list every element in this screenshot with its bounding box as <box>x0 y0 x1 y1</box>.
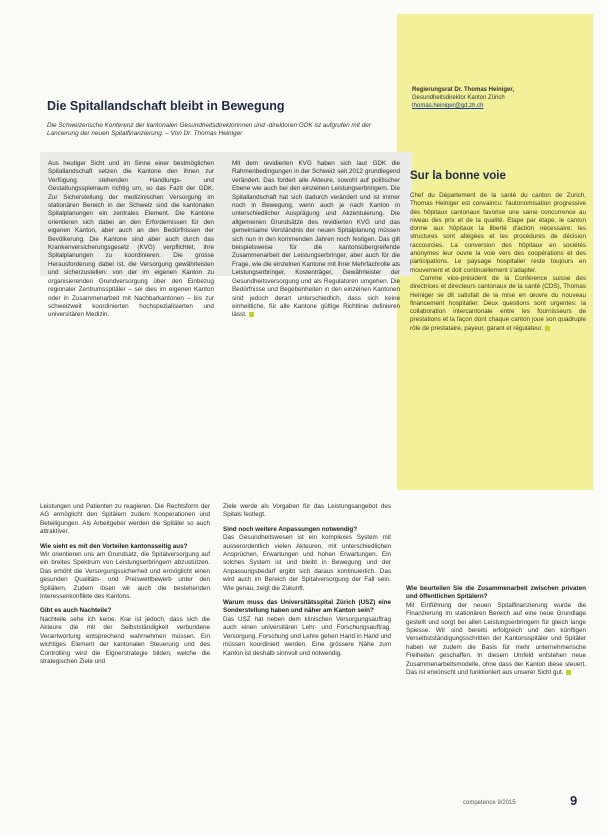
author-role: Gesundheitsdirektor Kanton Zürich <box>412 95 505 101</box>
col4-text: Ziele werde als Vorgaben für das Leistungsangebot des Spitals festlegt. <box>223 503 391 519</box>
author-name: Regierungsrat Dr. Thomas Heiniger, <box>412 87 515 93</box>
article-title: Die Spitallandschaft bleibt in Bewegung <box>47 99 285 113</box>
author-box <box>412 86 582 110</box>
article-col-2 <box>232 160 400 320</box>
col3-text: Leistungen und Patienten zu reagieren. Die Rechtsform der AG ermöglicht den Spitälern zudem Kooperationen und Beteiligungen. Als Arbeitgeber werden die Spitäler so auch attraktiver. <box>40 503 210 536</box>
article-lead: Die Schweizerische Konferenz der kantonalen Gesundheitsdirektorinnen und -direktoren GDK ist aufgrufen mit der Lancierung der neuen Spitalfinanzierung. – Von Dr. Thomas Heiniger <box>47 122 371 138</box>
col3-question: Wie sieht es mit den Vorteilen kantonsseitig aus? <box>40 542 188 550</box>
author-email[interactable]: thomas.heiniger@gd.zh.ch <box>412 103 484 109</box>
end-mark-icon <box>249 312 254 317</box>
article-col-5 <box>406 585 586 677</box>
col3-text: Wir orientieren uns am Grundsatz, die Spitalversorgung auf ein breites Spektrum von Leistungserbringern abzustützen. Das erhöht die Versorgungssicherheit und ermöglicht einen gesunden Qualitäts- und Preiswettbewerb unter den Spitälern. Zudem lösen wir auch die bestehenden Interessenkonflikte des Kantons. <box>40 551 210 601</box>
footer-magazine: competence 9/2015 <box>463 800 516 806</box>
col2-text: Mit dem revidierten KVG haben sich laut GDK die Rahmenbedingungen in der Schweiz seit 2012 grundlegend verändert. Das fordert alle Akteure, sowohl auf politischer Ebene wie auch bei den einzelnen Leistungserbringern. Die Spitallandschaft hat sich dadurch verändert und ist immer noch in Bewegung, wenn auch je nach Kanton in unterschiedlicher Ausprägung und Akzentuierung. Die allgemeinen Grundsätze des revidierten KVG und das gemeinsame Verständnis der neuen Spitalplanung müssen sich nun in den kommenden Jahren noch festigen. Das gilt beispielsweise für die kantonsübergreifende Zusammenarbeit der Leistungserbringer, aber auch für die Frage, wie die einzelnen Kantone mit ihrer Mehrfachrolle als Leistungserbringer, Kostenträger, Gewährleister der Gesundheitsversorgung und als Regulatoren umgehen. Die Bedürfnisse und Begebenheiten in den einzelnen Kantonen sind jedoch derart unterschiedlich, dass sich keine einheitliche, für alle Kantone gültige Richtlinie definieren lässt. <box>232 160 400 319</box>
end-mark-icon <box>545 326 550 331</box>
sidebar-paragraph: Comme vice-président de la Conférence suisse des directrices et directeurs cantonaux de la santé (CDS), Thomas Heiniger se dit satisfait de la mise en œuvre du nouveau financement hospitalier. Deux questions sont urgentes: la collaboration intercantonale entre les fournisseurs de prestations et la façon dont chaque canton joue son quadruple rôle de prestataire, payeur, garant et régulateur. <box>410 274 586 332</box>
sidebar-text <box>410 192 586 333</box>
col4-text: Das USZ hat neben dem klinischen Versorgungsauftrag auch einen universitären Lehr- und Forschungsauftrag. Versorgung, Forschung und Lehre gehen Hand in Hand und müssen koordiniert werden. Eine grössere Nähe zum Kanton ist deshalb sinnvoll und notwendig. <box>223 615 391 657</box>
col4-question: Sind noch weitere Anpassungen notwendig? <box>223 525 358 533</box>
page-number: 9 <box>570 793 578 808</box>
end-mark-icon <box>566 670 571 675</box>
col4-question: Warum muss das Universitätsspital Zürich (USZ) eine Sonderstellung haben und näher am Kanton sein? <box>223 599 391 615</box>
col3-text: Nachteile sehe ich keine. Klar ist jedoch, dass sich die Akteure die mit der Selbstständigkeit verbundene Verantwortung entsprechend wahrnehmen müssen. Ein wichtiges Element der kantonalen Steuerung und des Controlling wird die Eignerstrategie bilden, welche die strategischen Ziele und <box>40 615 210 665</box>
col5-text: Mit Einführung der neuen Spitalfinanzierung wurde die Finanzierung im stationären Bereich auf eine neue Grundlage gestellt und sorgt bei allen Leistungserbringern für gleich lange Spiesse. Wir sind bereits erfolgreich und den künftigen Verselbstständigungsschritten der Kantonsspitäler und Spitäler haben wir zudem die Basis für mehr unternehmerische Freiheiten geschaffen. In diesem Umfeld entstehen neue Zusammenarbeitsmodelle, ohne dass der Kanton diese steuert. Das ist erwünscht und funktioniert aus unserer Sicht gut. <box>406 601 586 677</box>
sidebar-title: Sur la bonne voie <box>410 170 506 182</box>
col4-text: Das Gesundheitswesen ist ein komplexes System mit ausserordentlich vielen Akteuren, mit unterschiedlichen Ansprüchen, Erwartungen und hohen Erwartungen. Ein solches System ist und bleibt in Bewegung und der Anpassungsbedarf ergibt sich daraus kontinuierlich. Das wird auch im Bereich der Spitalversorgung der Fall sein. Wie genau, zeigt die Zukunft. <box>223 534 391 592</box>
col3-question: Gibt es auch Nachteile? <box>40 607 112 615</box>
col1-text: Aus heutiger Sicht und im Sinne einer bestmöglichen Spitallandschaft setzen die Kantone den ihnen zur Verfügung stehenden Handlungs- und Gestaltungsspielraum richtig um, so das Fazit der GDK. Zur Sicherstellung der medizinischen Versorgung im stationären Bereich in der Schweiz sind die kantonalen Spitalplanungen ein zentrales Element. Die Kantone orientieren sich dabei an den Erfordernissen für den eigenen Kanton, aber auch an den Bedürfnissen der Bevölkerung. Die Kantone sind aber auch durch das Krankenversicherungsgesetz (KVG) verpflichtet, ihre Spitalplanungen zu koordinieren. Die grosse Herausforderung dabei ist, die Versorgung gewährleisten und sicherzustellen: von der im eigenen Kanton zu organisierenden Grundversorgung über den Einbezug regionaler Zentrumsspitäler – sei dies im eigenen Kanton oder in Zusammenarbeit mit Nachbarkantonen – bis zur schweizweit koordinierten hochspezialisierten und universitären Medizin. <box>48 160 214 319</box>
article-col-4 <box>223 503 391 658</box>
sidebar-paragraph: Chef du Département de la santé du canton de Zurich, Thomas Heiniger est convaincu: l'autonomisation progressive des hôpitaux cantonaux favorise une saine concurrence au niveau des prix et de la qualité. Etape par étape, le canton donne aux hôpitaux la liberté d'action nécessaire; les structures sont allégées et les procédures de décision raccourcies. La conversion des hôpitaux en sociétés anonymes leur ouvre la voie vers des coopérations et des participations. Le paysage hospitalier reste toujours en mouvement et doit continuellement s'adapter. <box>410 192 586 274</box>
article-col-3 <box>40 503 210 666</box>
col5-question: Wie beurteilen Sie die Zusammenarbeit zwischen privaten und öffentlichen Spitälern? <box>406 585 586 601</box>
article-col-1 <box>48 160 214 320</box>
